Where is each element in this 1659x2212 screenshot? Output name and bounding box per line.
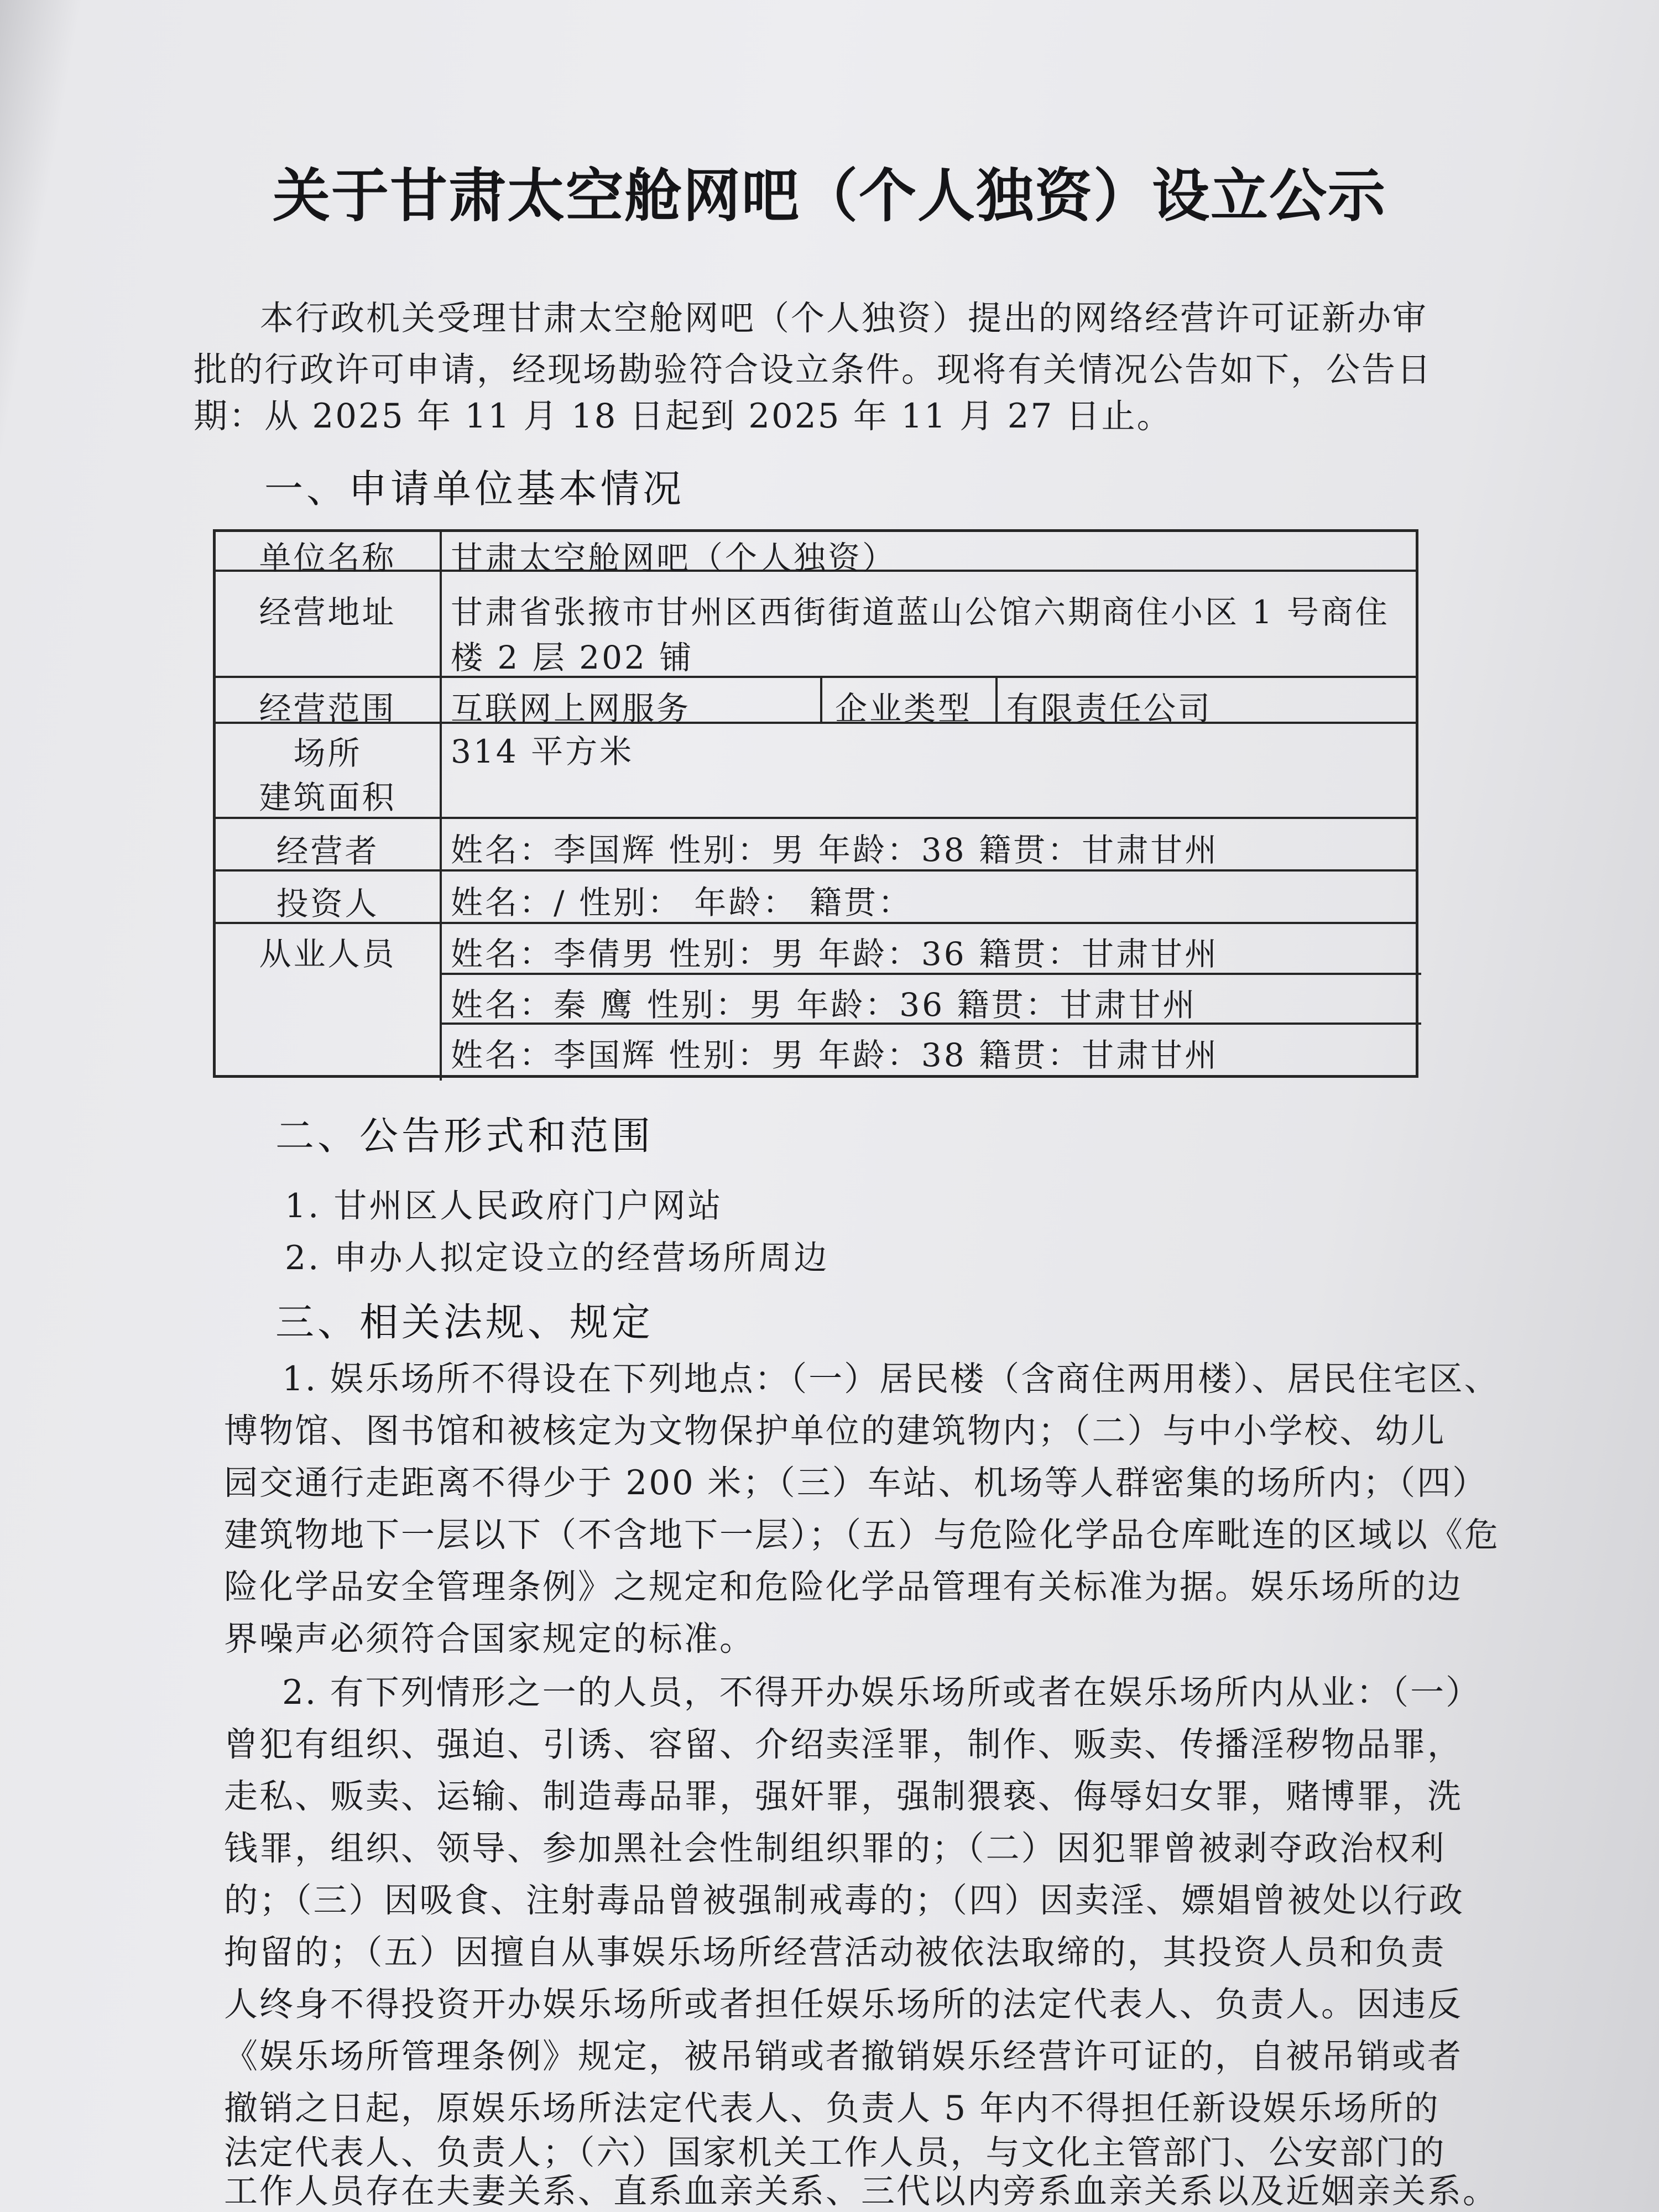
value-staff-3: 姓名：李国辉 性别：男 年龄：38 籍贯：甘肃甘州 xyxy=(451,1036,1219,1074)
table-rule xyxy=(440,532,442,1081)
label-area-line-1: 场所 xyxy=(293,734,362,772)
intro-line-3: 期：从 2025 年 11 月 18 日起到 2025 年 11 月 27 日止。 xyxy=(194,397,1172,436)
section-2-item-2: 2. 申办人拟定设立的经营场所周边 xyxy=(285,1239,830,1277)
label-scope: 经营范围 xyxy=(259,690,397,727)
label-staff: 从业人员 xyxy=(259,935,397,973)
section-2-heading: 二、公告形式和范围 xyxy=(275,1113,654,1159)
rule-2-line-11: 工作人员存在夫妻关系、直系血亲关系、三代以内旁系血亲关系以及近姻亲关系。 xyxy=(224,2172,1499,2211)
rule-1-line-3: 园交通行走距离不得少于 200 米；（三）车站、机场等人群密集的场所内；（四） xyxy=(224,1463,1488,1503)
value-investor: 姓名：/ 性别： 年龄： 籍贯： xyxy=(451,884,912,921)
rule-2-line-10: 法定代表人、负责人；（六）国家机关工作人员，与文化主管部门、公安部门的 xyxy=(224,2133,1446,2172)
rule-2-line-7: 人终身不得投资开办娱乐场所或者担任娱乐场所的法定代表人、负责人。因违反 xyxy=(224,1985,1463,2024)
rule-1-line-5: 险化学品安全管理条例》之规定和危险化学品管理有关标准为据。娱乐场所的边 xyxy=(224,1567,1463,1606)
rule-2-line-6: 拘留的；（五）因擅自从事娱乐场所经营活动被依法取缔的，其投资人员和负责 xyxy=(224,1933,1446,1972)
section-3-heading: 三、相关法规、规定 xyxy=(275,1300,654,1345)
rule-2-line-4: 钱罪，组织、领导、参加黑社会性制组织罪的；（二）因犯罪曾被剥夺政治权利 xyxy=(224,1829,1446,1868)
rule-1-line-2: 博物馆、图书馆和被核定为文物保护单位的建筑物内；（二）与中小学校、幼儿 xyxy=(224,1411,1446,1451)
value-operator: 姓名：李国辉 性别：男 年龄：38 籍贯：甘肃甘州 xyxy=(451,831,1219,869)
value-staff-2: 姓名：秦 鹰 性别：男 年龄：36 籍贯：甘肃甘州 xyxy=(451,986,1197,1024)
value-enterprise-type: 有限责任公司 xyxy=(1006,690,1213,727)
label-area-line-2: 建筑面积 xyxy=(259,779,397,816)
value-scope: 互联网上网服务 xyxy=(451,690,691,727)
label-unit-name: 单位名称 xyxy=(259,539,397,577)
value-staff-1: 姓名：李倩男 性别：男 年龄：36 籍贯：甘肃甘州 xyxy=(451,935,1219,973)
label-address: 经营地址 xyxy=(259,593,397,631)
rule-1-line-1: 1. 娱乐场所不得设在下列地点：（一）居民楼（含商住两用楼）、居民住宅区、 xyxy=(282,1359,1500,1399)
rule-2-line-2: 曾犯有组织、强迫、引诱、容留、介绍卖淫罪，制作、贩卖、传播淫秽物品罪， xyxy=(224,1725,1463,1764)
rule-2-line-1: 2. 有下列情形之一的人员，不得开办娱乐场所或者在娱乐场所内从业：（一） xyxy=(282,1673,1481,1712)
intro-line-1: 本行政机关受理甘肃太空舱网吧（个人独资）提出的网络经营许可证新办审 xyxy=(260,299,1428,338)
label-enterprise-type: 企业类型 xyxy=(835,690,973,727)
value-unit-name: 甘肃太空舱网吧（个人独资） xyxy=(451,539,897,577)
rule-2-line-9: 撤销之日起，原娱乐场所法定代表人、负责人 5 年内不得担任新设娱乐场所的 xyxy=(224,2089,1440,2128)
section-2-item-1: 1. 甘州区人民政府门户网站 xyxy=(285,1187,723,1225)
table-rule xyxy=(820,676,822,722)
section-1-heading: 一、申请单位基本情况 xyxy=(264,466,685,512)
value-address-line-1: 甘肃省张掖市甘州区西街街道蓝山公馆六期商住小区 1 号商住 xyxy=(451,593,1390,631)
rule-1-line-6: 界噪声必须符合国家规定的标准。 xyxy=(224,1619,755,1658)
rule-2-line-5: 的；（三）因吸食、注射毒品曾被强制戒毒的；（四）因卖淫、嫖娼曾被处以行政 xyxy=(224,1881,1465,1920)
value-area: 314 平方米 xyxy=(451,733,634,770)
intro-line-2: 批的行政许可申请，经现场勘验符合设立条件。现将有关情况公告如下，公告日 xyxy=(194,350,1433,389)
rule-1-line-4: 建筑物地下一层以下（不含地下一层）；（五）与危险化学品仓库毗连的区域以《危 xyxy=(224,1515,1500,1554)
table-rule xyxy=(995,676,998,722)
rule-2-line-8: 《娱乐场所管理条例》规定，被吊销或者撤销娱乐经营许可证的，自被吊销或者 xyxy=(224,2037,1463,2076)
table-rule xyxy=(216,676,1416,678)
document-title: 关于甘肃太空舱网吧（个人独资）设立公示 xyxy=(272,162,1386,229)
applicant-info-table xyxy=(213,529,1418,1078)
label-investor: 投资人 xyxy=(276,885,379,922)
label-operator: 经营者 xyxy=(276,832,379,870)
value-address-line-2: 楼 2 层 202 铺 xyxy=(451,639,694,676)
rule-2-line-3: 走私、贩卖、运输、制造毒品罪，强奸罪，强制猥亵、侮辱妇女罪，赌博罪，洗 xyxy=(224,1777,1463,1816)
